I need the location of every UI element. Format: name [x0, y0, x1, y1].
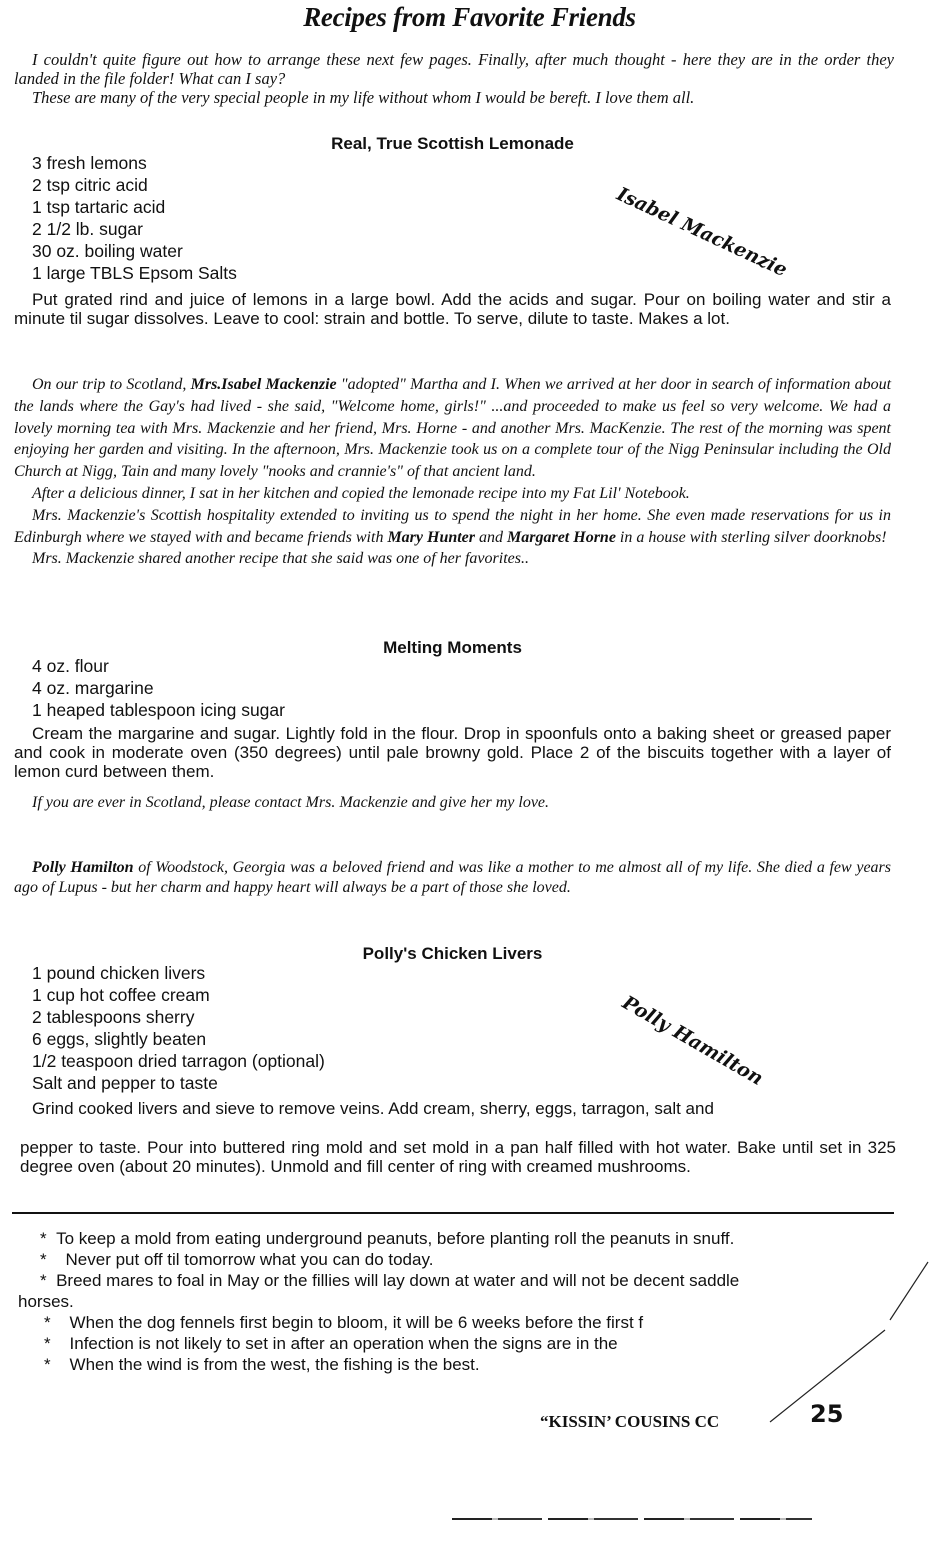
- ingredient: 2 tsp citric acid: [32, 175, 148, 195]
- person-name: Polly Hamilton: [32, 859, 134, 876]
- bullet-icon: *: [44, 1355, 51, 1374]
- person-name: Margaret Horne: [507, 528, 616, 546]
- livers-directions-1: [14, 1099, 891, 1118]
- story-text: "adopted" Martha and I. When we arrived at her door in search of information about the lands where the Gay's had lived - she said, "Welcome home, girls!" ...and proceeded to make us feel so very welcome. We had a lovely morning tea with Mrs. Mackenzie and her friend, Mrs. Horne - and another Mrs. MacKenzie. The rest of the morning was spent enjoying her garden and visiting. In the afternoon, Mrs. Mackenzie took us on a complete tour of the Nigg Peninsular including the Old Church at Nigg, Tain and many lovely "nooks and crannie's" of that ancient land.: [14, 376, 892, 481]
- story-paragraph-4: Mrs. Mackenzie shared another recipe that she said was one of her favorites..: [32, 550, 529, 568]
- saying-item: [20, 1228, 900, 1249]
- story-text: in a house with sterling silver doorknobs!: [615, 528, 887, 546]
- divider-line: [12, 1212, 894, 1214]
- signature-polly-hamilton: Polly Hamilton: [618, 991, 767, 1090]
- polly-story: [14, 858, 891, 898]
- saying-text: To keep a mold from eating underground peanuts, before planting roll the peanuts in snuff.: [56, 1229, 735, 1248]
- directions-text: pepper to taste. Pour into buttered ring mold and set mold in a pan half filled with hot water. Bake until set in 325 degree oven (about 20 minutes). Unmold and fill center of ring with creamed mushrooms.: [20, 1138, 896, 1176]
- person-name: Mary Hunter: [387, 528, 476, 546]
- ingredient: 4 oz. margarine: [32, 678, 154, 698]
- recipe-title-melting-moments: Melting Moments: [383, 638, 522, 657]
- melting-ingredients: [32, 655, 285, 721]
- saying-text: Breed mares to foal in May or the fillies will lay down at water and will not be decent saddle: [56, 1271, 740, 1290]
- scotland-story: [14, 374, 891, 570]
- book-title-footer: “KISSIN’ COUSINS CC: [540, 1412, 720, 1431]
- ingredient: 2 1/2 lb. sugar: [32, 219, 143, 239]
- page-title: Recipes from Favorite Friends: [303, 2, 636, 32]
- melting-directions: [14, 724, 891, 781]
- intro: [14, 50, 894, 107]
- lemonade-ingredients: [32, 152, 237, 284]
- ingredient: 2 tablespoons sherry: [32, 1007, 195, 1027]
- livers-ingredients: [32, 962, 325, 1094]
- story-paragraph-3: [14, 505, 891, 549]
- ingredient: 1 tsp tartaric acid: [32, 197, 166, 217]
- ingredient: 1 cup hot coffee cream: [32, 985, 210, 1005]
- directions-text: Put grated rind and juice of lemons in a large bowl. Add the acids and sugar. Pour on boiling water and stir a minute til sugar dissolves. Leave to cool: strain and bottle. To serve, dilute to taste. Makes a lot.: [14, 290, 891, 328]
- story-text: Mrs. Mackenzie's Scottish hospitality extended to inviting us to spend the night in her home. She even made reservations for us in Edinburgh where we stayed with and became friends with: [14, 506, 891, 546]
- lemonade-directions: [14, 290, 891, 328]
- bullet-icon: *: [40, 1250, 47, 1269]
- ingredient: 1/2 teaspoon dried tarragon (optional): [32, 1051, 325, 1071]
- livers-directions-2: [20, 1138, 896, 1176]
- saying-text: When the dog fennels first begin to bloom, it will be 6 weeks before the first f: [69, 1313, 644, 1332]
- bottom-edge-line: [452, 1518, 812, 1520]
- bullet-icon: *: [40, 1271, 47, 1290]
- ingredient: 1 heaped tablespoon icing sugar: [32, 700, 285, 720]
- directions-text: Grind cooked livers and sieve to remove veins. Add cream, sherry, eggs, tarragon, salt and: [32, 1099, 714, 1118]
- directions-text: Cream the margarine and sugar. Lightly fold in the flour. Drop in spoonfuls onto a baking sheet or greased paper and cook in moderate oven (350 degrees) until pale browny gold. Place 2 of the biscuits together with a layer of lemon curd between them.: [14, 724, 891, 781]
- story-text: of Woodstock, Georgia was a beloved friend and was like a mother to me almost all of my life. She died a few years ago of Lupus - but her charm and happy heart will always be a part of those she loved.: [14, 859, 892, 896]
- intro-paragraph-1: I couldn't quite figure out how to arrange these next few pages. Finally, after much thought - here they are in the order they landed in the file folder! What can I say?: [14, 50, 894, 88]
- ingredient: 1 pound chicken livers: [32, 963, 206, 983]
- intro-paragraph-2: These are many of the very special people in my life without whom I would be bereft. I love them all.: [32, 88, 695, 107]
- recipe-title-chicken-livers: Polly's Chicken Livers: [362, 944, 543, 963]
- recipe-title-lemonade: Real, True Scottish Lemonade: [331, 134, 574, 153]
- polly-paragraph: [14, 858, 891, 898]
- melting-note: [14, 792, 891, 814]
- person-name: Mrs.Isabel Mackenzie: [190, 376, 337, 393]
- ingredient: 4 oz. flour: [32, 656, 109, 676]
- signature-isabel-mackenzie: Isabel Mackenzie: [613, 183, 791, 282]
- saying-text: Never put off til tomorrow what you can do today.: [65, 1250, 434, 1269]
- ingredient: 3 fresh lemons: [32, 153, 147, 173]
- ingredient: 30 oz. boiling water: [32, 241, 183, 261]
- tear-line-upper: [890, 1262, 928, 1320]
- ingredient: Salt and pepper to taste: [32, 1073, 218, 1093]
- page-number: 25: [810, 1400, 844, 1428]
- saying-continuation: horses.: [18, 1292, 74, 1311]
- saying-text: Infection is not likely to set in after an operation when the signs are in the: [69, 1334, 618, 1353]
- story-text: On our trip to Scotland,: [32, 376, 191, 393]
- bullet-icon: *: [40, 1229, 47, 1248]
- bullet-icon: *: [44, 1334, 51, 1353]
- note-text: If you are ever in Scotland, please contact Mrs. Mackenzie and give her my love.: [32, 794, 550, 811]
- ingredient: 1 large TBLS Epsom Salts: [32, 263, 237, 283]
- bullet-icon: *: [44, 1313, 51, 1332]
- story-paragraph-1: [14, 374, 891, 483]
- story-paragraph-2: After a delicious dinner, I sat in her kitchen and copied the lemonade recipe into my Fat Lil' Notebook.: [32, 484, 690, 502]
- story-text: and: [475, 528, 508, 546]
- saying-text: When the wind is from the west, the fishing is the best.: [69, 1355, 480, 1374]
- ingredient: 6 eggs, slightly beaten: [32, 1029, 207, 1049]
